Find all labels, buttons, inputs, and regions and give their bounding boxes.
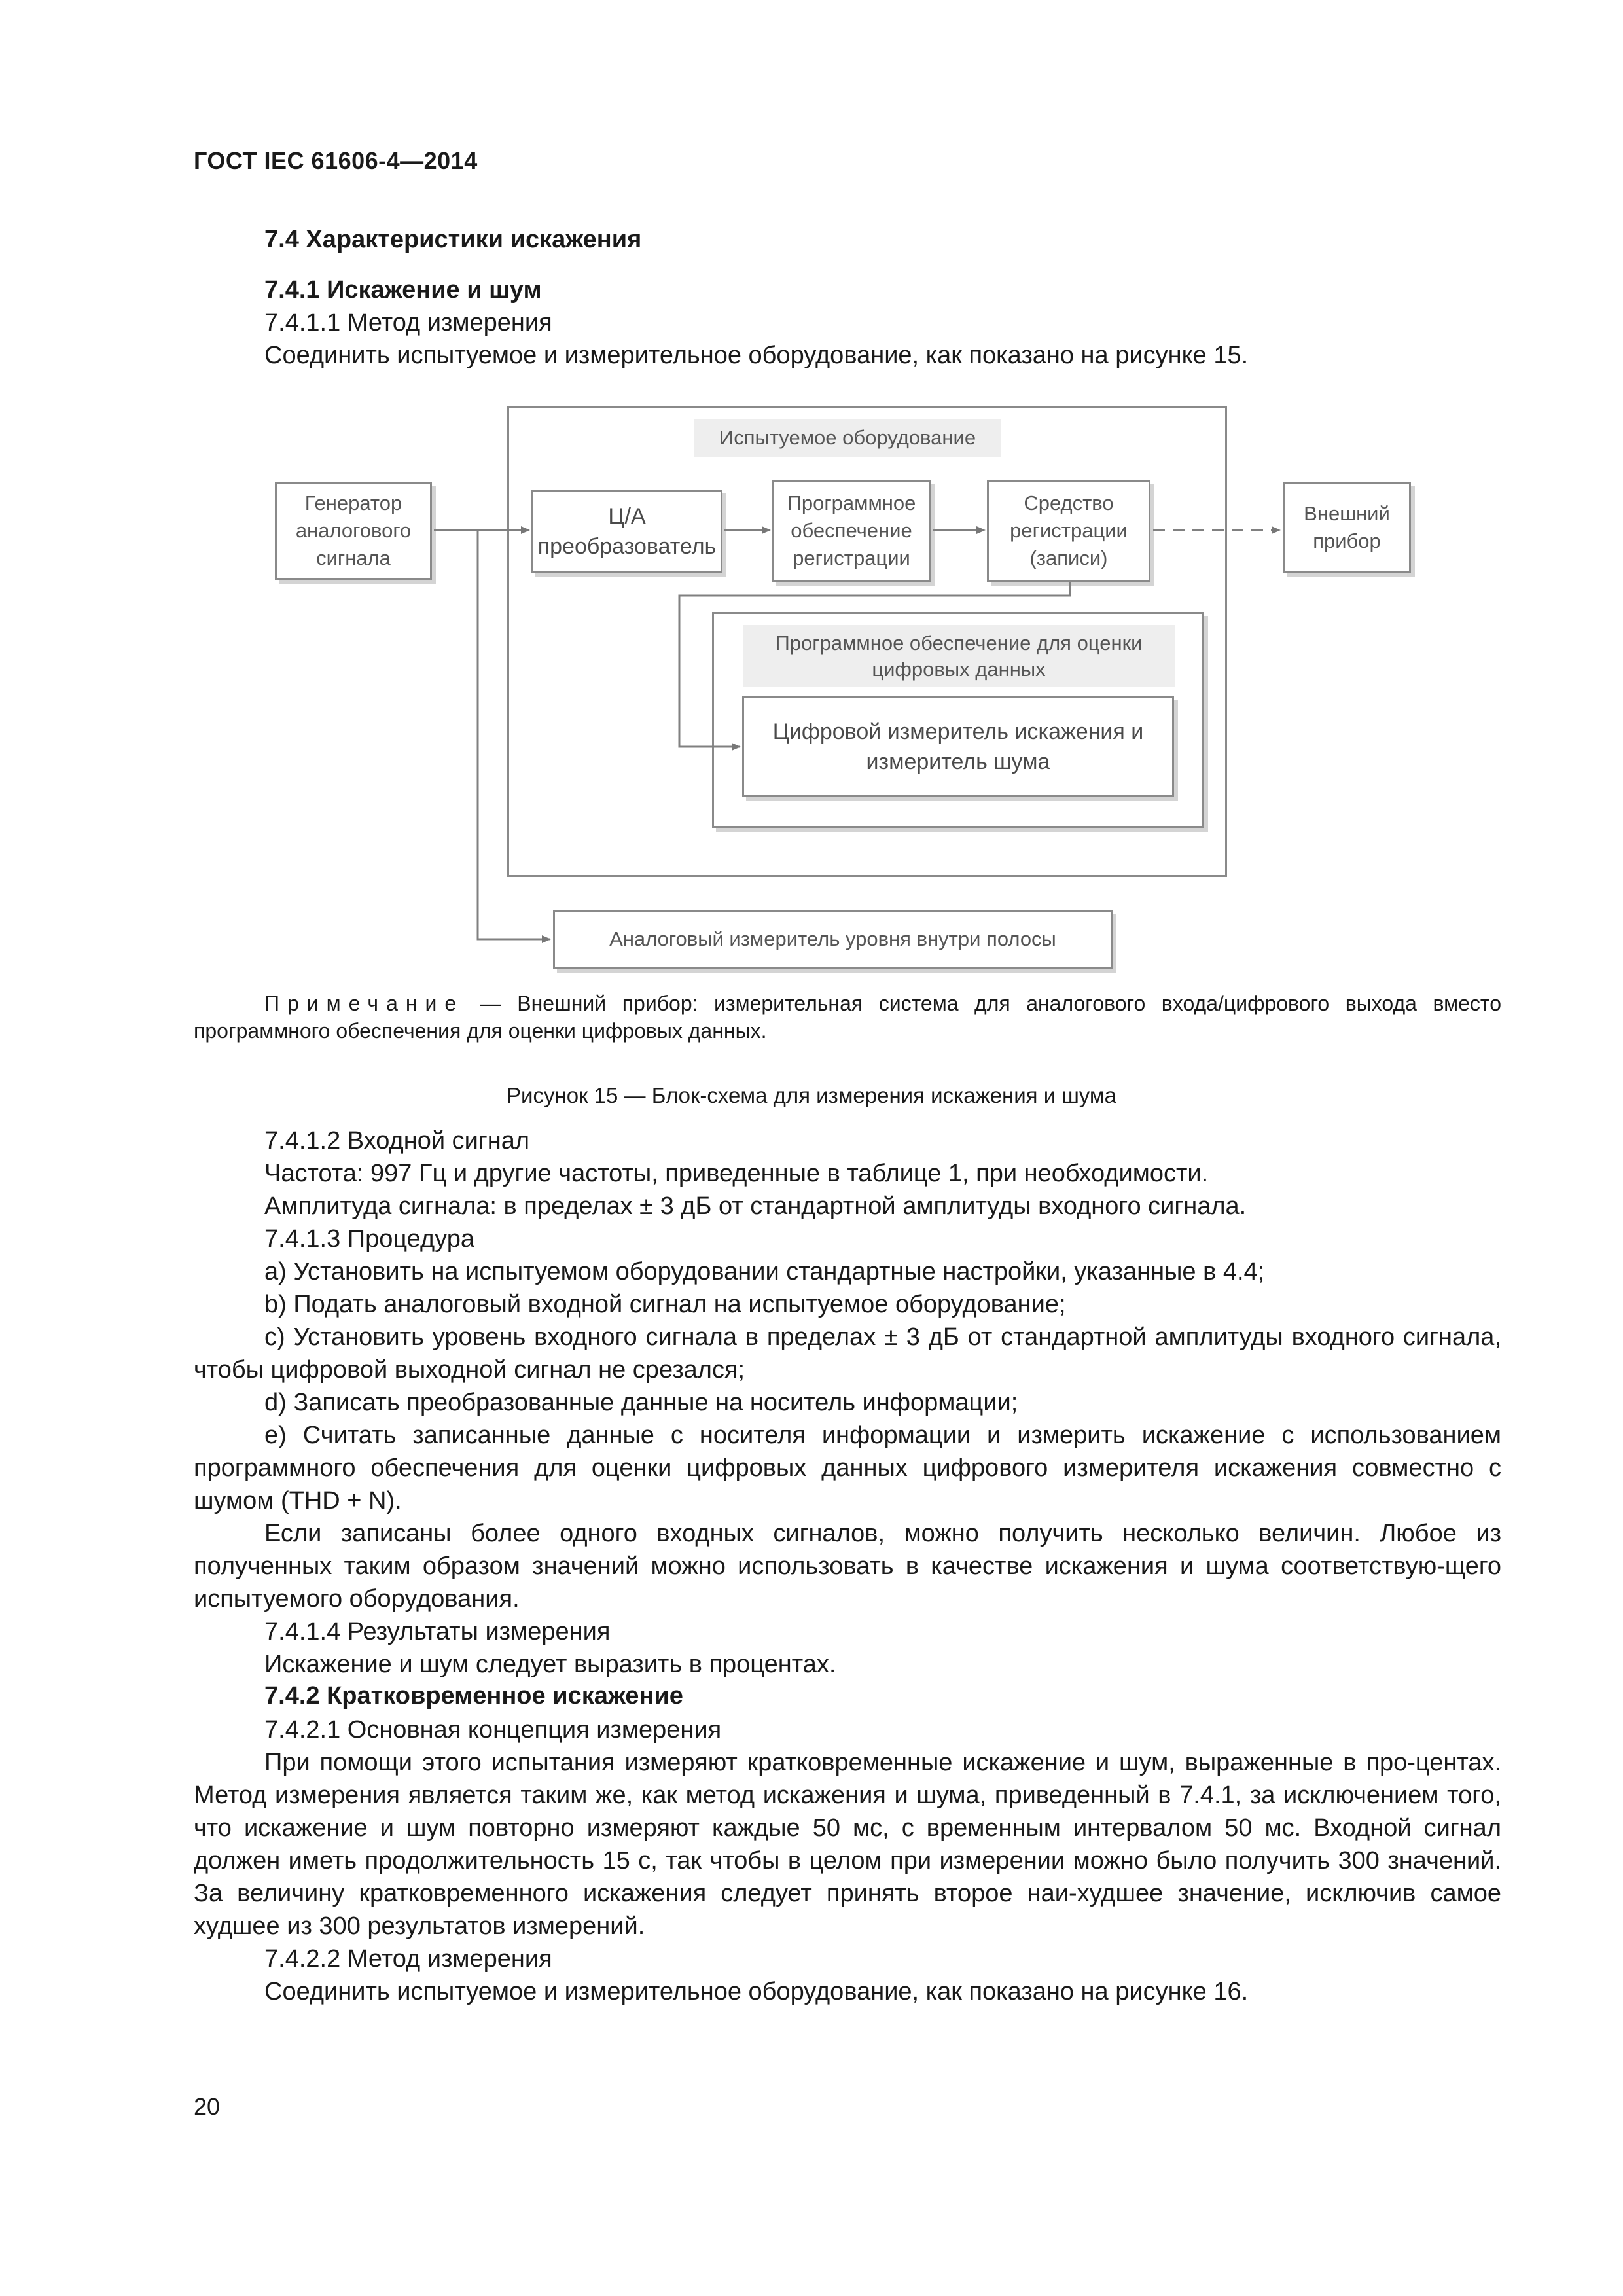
dut-label: Испытуемое оборудование bbox=[694, 419, 1001, 457]
results-paragraph: Искажение и шум следует выразить в процентах. bbox=[264, 1651, 836, 1678]
procedure-item-a: a) Установить на испытуемом оборудовании стандартные настройки, указанные в 4.4; bbox=[264, 1258, 1265, 1285]
section-7-4-1-1-heading: 7.4.1.1 Метод измерения bbox=[264, 309, 552, 336]
dac-box: Ц/А преобразователь bbox=[531, 490, 722, 573]
note-text: — Внешний прибор: измерительная система для аналогового входа/цифрового выхода вместо программного обеспечения для оценки цифровых данных. bbox=[194, 992, 1501, 1043]
section-7-4-2-2-heading: 7.4.2.2 Метод измерения bbox=[264, 1945, 552, 1973]
arrow-means-to-digital-meter bbox=[679, 582, 1070, 747]
connect-figure15-paragraph: Соединить испытуемое и измерительное оборудование, как показано на рисунке 15. bbox=[264, 342, 1249, 369]
page-number: 20 bbox=[194, 2093, 221, 2120]
procedure-item-c: c) Установить уровень входного сигнала в пределах ± 3 дБ от стандартной амплитуды входного сигнала, чтобы цифровой выходной сигнал не срезался; bbox=[194, 1323, 1501, 1384]
note-label: Примечание bbox=[264, 992, 465, 1015]
amplitude-paragraph: Амплитуда сигнала: в пределах ± 3 дБ от стандартной амплитуды входного сигнала. bbox=[264, 1193, 1247, 1220]
evaluation-software-label: Программное обеспечение для оценки цифровых данных bbox=[743, 625, 1175, 687]
figure-caption: Рисунок 15 — Блок-схема для измерения искажения и шума bbox=[507, 1083, 1116, 1107]
concept-paragraph: При помощи этого испытания измеряют кратковременные искажение и шум, выраженные в про-центах. Метод измерения является таким же, как метод искажения и шума, приведенный в 7.4.1, за исключением того, что искажение и шум повторно измеряют каждые 50 мс, с временным интервалом 50 мс. Входной сигнал должен иметь продолжительность 15 с, так чтобы в целом при измерении можно было получить 300 значений. За величину кратковременного искажения следует принять второе наи-худшее значение, исключив самое худшее из 300 результатов измерений. bbox=[194, 1749, 1501, 1940]
procedure-item-e: e) Считать записанные данные с носителя информации и измерить искажение с использованием программного обеспечения для оценки цифровых данных цифрового измерителя искажения совместно с шумом (THD + N). bbox=[194, 1422, 1501, 1515]
section-7-4-1-2-heading: 7.4.1.2 Входной сигнал bbox=[264, 1127, 530, 1155]
analog-meter-box: Аналоговый измеритель уровня внутри полосы bbox=[553, 910, 1113, 969]
procedure-item-d: d) Записать преобразованные данные на носитель информации; bbox=[264, 1389, 1018, 1416]
procedure-item-b: b) Подать аналоговый входной сигнал на испытуемое оборудование; bbox=[264, 1291, 1066, 1318]
evaluation-software-frame bbox=[712, 612, 1204, 828]
section-7-4-1-3-heading: 7.4.1.3 Процедура bbox=[264, 1225, 474, 1253]
recording-means-box: Средство регистрации (записи) bbox=[987, 480, 1150, 582]
external-instrument-box: Внешний прибор bbox=[1283, 482, 1411, 573]
arrow-generator-to-analog-meter bbox=[478, 530, 550, 939]
digital-meter-box: Цифровой измеритель искажения и измеритель шума bbox=[742, 696, 1174, 797]
section-7-4-1-4-heading: 7.4.1.4 Результаты измерения bbox=[264, 1618, 611, 1645]
multiple-signals-paragraph: Если записаны более одного входных сигналов, можно получить несколько величин. Любое из полученных таким образом значений можно использовать в качестве искажения и шума соответствую-щего испытуемого оборудования. bbox=[194, 1520, 1501, 1613]
figure-note bbox=[194, 990, 1501, 1045]
recording-software-box: Программное обеспечение регистрации bbox=[772, 480, 931, 582]
section-7-4-2-1-heading: 7.4.2.1 Основная концепция измерения bbox=[264, 1716, 722, 1744]
section-7-4-heading: 7.4 Характеристики искажения bbox=[264, 226, 642, 253]
standard-header: ГОСТ IEC 61606-4—2014 bbox=[194, 147, 478, 174]
connect-figure16-paragraph: Соединить испытуемое и измерительное оборудование, как показано на рисунке 16. bbox=[264, 1978, 1249, 2005]
dut-frame bbox=[507, 406, 1227, 877]
section-7-4-2-heading: 7.4.2 Кратковременное искажение bbox=[264, 1682, 683, 1710]
frequency-paragraph: Частота: 997 Гц и другие частоты, приведенные в таблице 1, при необходимости. bbox=[264, 1160, 1209, 1187]
generator-box: Генератор аналогового сигнала bbox=[275, 482, 432, 580]
section-7-4-1-heading: 7.4.1 Искажение и шум bbox=[264, 276, 542, 304]
